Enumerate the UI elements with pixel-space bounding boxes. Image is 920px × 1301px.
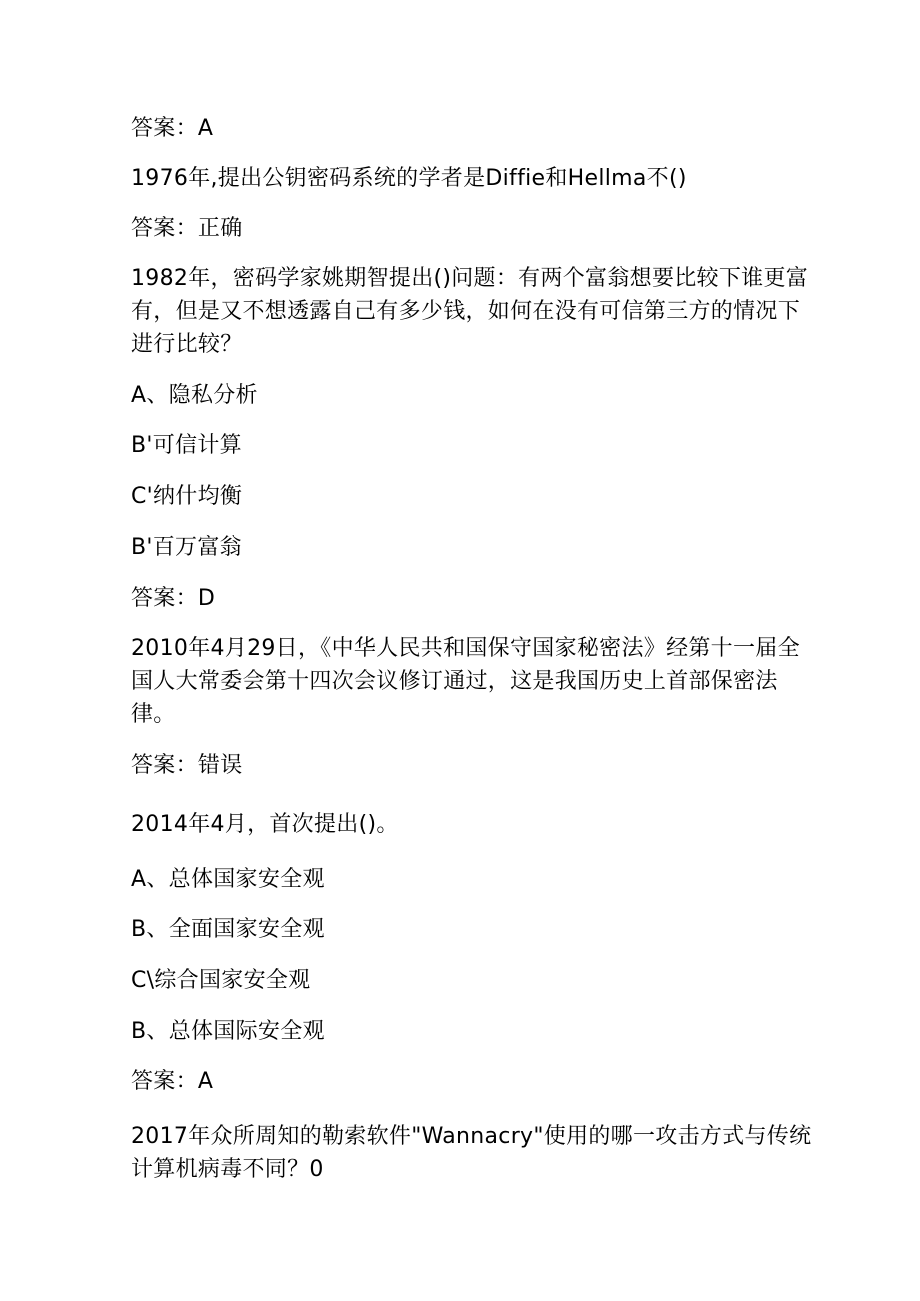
question-line: 进行比较？ xyxy=(131,332,243,357)
option-line: B、全面国家安全观 xyxy=(131,917,325,942)
question-line: 1982年，密码学家姚期智提出()问题：有两个富翁想要比较下谁更富 xyxy=(131,266,809,291)
option-line: B、总体国际安全观 xyxy=(131,1019,325,1044)
question-line: 国人大常委会第十四次会议修订通过，这是我国历史上首部保密法 xyxy=(131,669,778,694)
option-line: C'纳什均衡 xyxy=(131,484,243,509)
answer-line: 答案：A xyxy=(131,116,214,141)
question-line: 计算机病毒不同？0 xyxy=(131,1157,324,1182)
question-line: 2014年4月，首次提出()。 xyxy=(131,812,399,837)
option-line: A、总体国家安全观 xyxy=(131,867,325,892)
answer-line: 答案：D xyxy=(131,586,216,611)
option-line: B'百万富翁 xyxy=(131,535,242,560)
answer-line: 答案：错误 xyxy=(131,753,243,778)
answer-line: 答案：A xyxy=(131,1069,214,1094)
question-line: 律。 xyxy=(131,702,176,727)
question-line: 2010年4月29日，《中华人民共和国保守国家秘密法》经第十一届全 xyxy=(131,636,800,661)
option-line: C\综合国家安全观 xyxy=(131,968,311,993)
question-line: 有，但是又不想透露自己有多少钱，如何在没有可信第三方的情况下 xyxy=(131,299,801,324)
answer-line: 答案：正确 xyxy=(131,216,243,241)
option-line: B'可信计算 xyxy=(131,433,242,458)
option-line: A、隐私分析 xyxy=(131,383,258,408)
question-line: 2017年众所周知的勒索软件"Wannacry"使用的哪一攻击方式与传统 xyxy=(131,1124,812,1149)
question-line: 1976年,提出公钥密码系统的学者是Diffie和Hellma不() xyxy=(131,166,687,191)
